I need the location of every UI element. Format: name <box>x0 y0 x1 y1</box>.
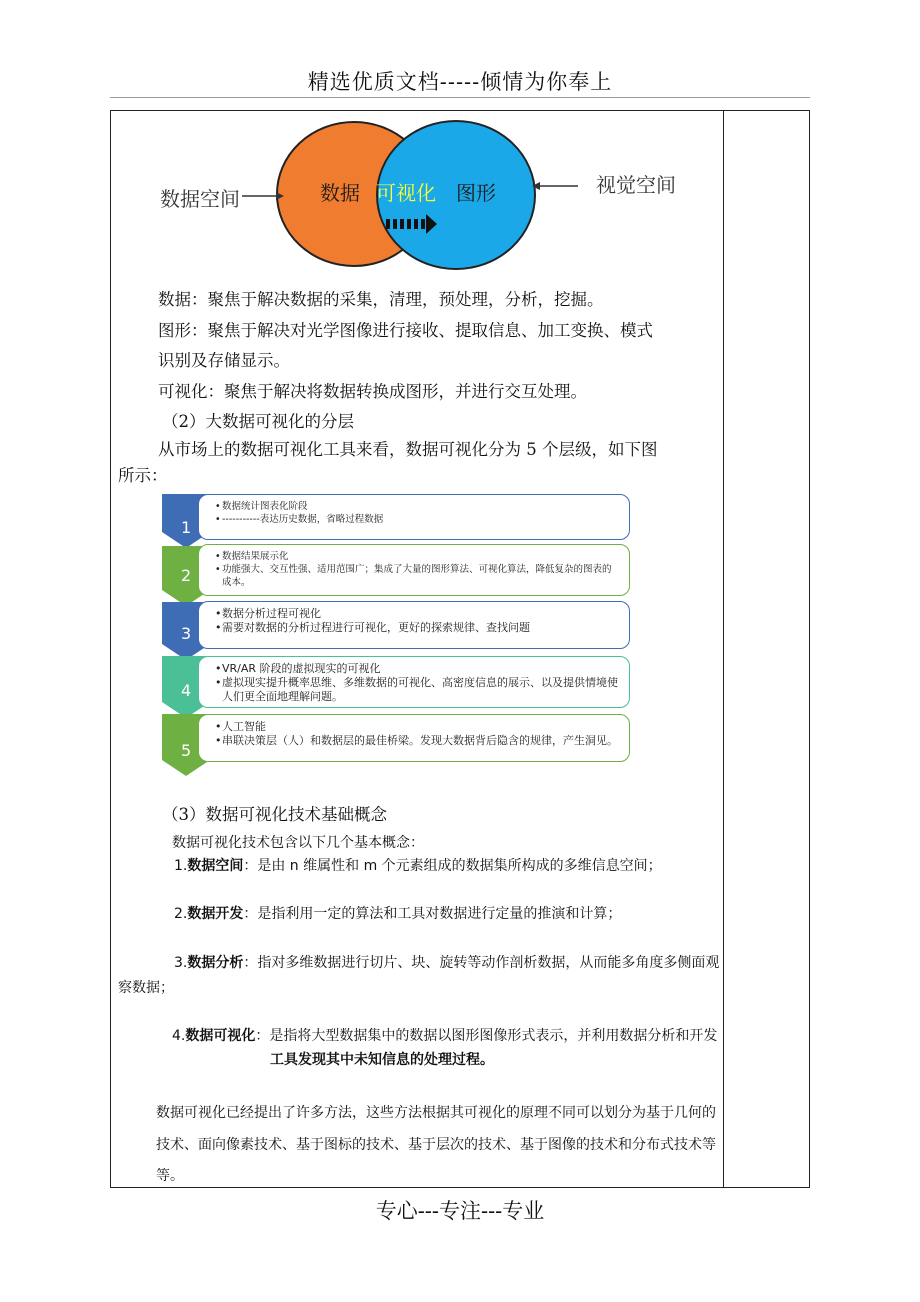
section2-intro: 从市场上的数据可视化工具来看，数据可视化分为 5 个层级，如下图 <box>158 440 658 459</box>
header-rule <box>110 97 810 98</box>
graphics-circle-label: 图形 <box>456 181 496 205</box>
concept-3: 3.数据分析：指对多维数据进行切片、块、旋转等动作剖析数据，从而能多角度多侧面观 <box>174 955 720 971</box>
concept-1: 1.数据空间：是由 n 维属性和 m 个元素组成的数据集所构成的多维信息空间； <box>174 858 662 874</box>
closing-line-1: 数据可视化已经提出了许多方法，这些方法根据其可视化的原理不同可以划分为基于几何的 <box>156 1105 716 1121</box>
layer-2-box <box>198 544 630 596</box>
def-visualization: 可视化：聚焦于解决将数据转换成图形，并进行交互处理。 <box>158 382 587 401</box>
concept-2: 2.数据开发：是指利用一定的算法和工具对数据进行定量的推演和计算； <box>174 906 622 922</box>
layer-4-line-1: • VR/AR 阶段的虚拟现实的可视化 <box>215 662 619 676</box>
concept-4: 4.数据可视化：是指将大型数据集中的数据以图形图像形式表示，并利用数据分析和开发 <box>172 1028 718 1044</box>
data-circle-label: 数据 <box>320 181 360 205</box>
layer-5-box <box>198 714 630 762</box>
layer-3-line-2: • 需要对数据的分析过程进行可视化，更好的探索规律、查找问题 <box>215 621 619 635</box>
closing-line-2: 技术、面向像素技术、基于图标的技术、基于层次的技术、基于图像的技术和分布式技术等 <box>156 1137 716 1153</box>
def-graphics-cont: 识别及存储显示。 <box>158 351 290 370</box>
layer-3-number: 3 <box>181 624 192 643</box>
layer-5-line-1: • 人工智能 <box>215 720 619 734</box>
section2-title: （2）大数据可视化的分层 <box>162 412 354 431</box>
layer-3-line-1: • 数据分析过程可视化 <box>215 607 619 621</box>
layer-2-line-1: • 数据结果展示化 <box>215 550 619 563</box>
layer-4-number: 4 <box>181 681 192 700</box>
table-side-cell <box>722 110 810 1188</box>
layer-5-number: 5 <box>181 741 192 760</box>
layer-2-number: 2 <box>181 566 192 585</box>
layer-1-number: 1 <box>181 518 192 537</box>
concept-4-term: 数据可视化 <box>185 1028 256 1044</box>
page-header: 精选优质文档-----倾情为你奉上 <box>307 70 613 94</box>
visual-space-label: 视觉空间 <box>596 173 676 197</box>
def-data: 数据：聚焦于解决数据的采集，清理，预处理，分析，挖掘。 <box>158 290 604 309</box>
section3-title: （3）数据可视化技术基础概念 <box>162 805 387 824</box>
concept-2-term: 数据开发 <box>187 906 244 922</box>
concept-3-term: 数据分析 <box>187 955 244 971</box>
concept-1-term: 数据空间 <box>187 858 244 874</box>
layer-1-box <box>198 494 630 540</box>
visualization-overlap-label: 可视化 <box>376 181 436 205</box>
page-footer: 专心---专注---专业 <box>375 1199 545 1223</box>
layer-4-box <box>198 656 630 708</box>
layer-3-box <box>198 601 630 649</box>
concept-3-cont: 察数据； <box>118 980 174 996</box>
layer-1-line-1: • 数据统计图表化阶段 <box>215 500 619 513</box>
data-space-label: 数据空间 <box>160 187 240 211</box>
layer-4-line-2: • 虚拟现实提升概率思维、多维数据的可视化、高密度信息的展示、以及提供情境使人们更全面地理解问题。 <box>215 676 619 704</box>
closing-line-3: 等。 <box>156 1168 184 1184</box>
def-graphics: 图形：聚焦于解决对光学图像进行接收、提取信息、加工变换、模式 <box>158 321 653 340</box>
layer-1-line-2: • -----------表达历史数据，省略过程数据 <box>215 513 619 526</box>
concept-4-cont: 工具发现其中未知信息的处理过程。 <box>270 1052 494 1068</box>
section2-intro-cont: 所示： <box>118 466 168 485</box>
section3-intro: 数据可视化技术包含以下几个基本概念： <box>172 835 424 851</box>
layer-5-line-2: • 串联决策层（人）和数据层的最佳桥梁。发现大数据背后隐含的规律，产生洞见。 <box>215 734 619 748</box>
layer-2-line-2: • 功能强大、交互性强、适用范围广；集成了大量的图形算法、可视化算法，降低复杂的图表的成本。 <box>215 563 619 589</box>
